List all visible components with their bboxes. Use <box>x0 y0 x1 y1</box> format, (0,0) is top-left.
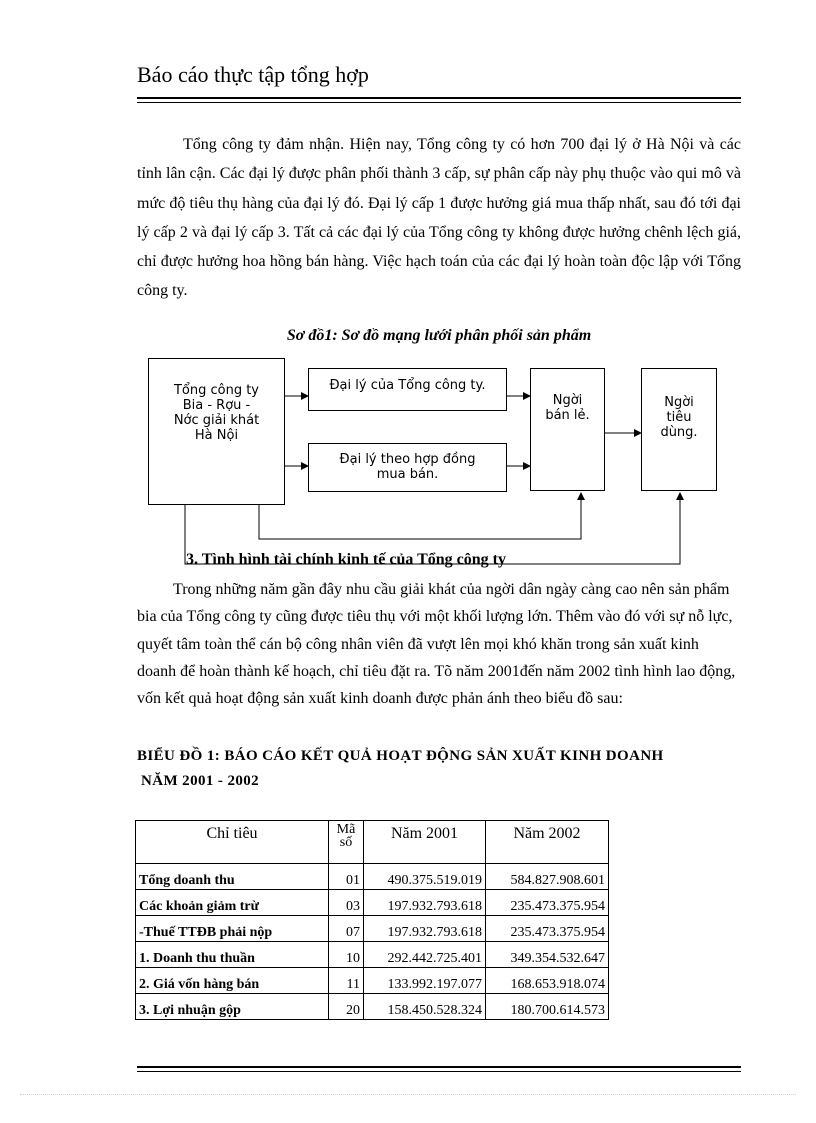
company-line-4: Hà Nội <box>194 428 239 443</box>
table-row <box>136 864 609 890</box>
row-code: 01 <box>329 864 364 890</box>
company-line-3: Nớc giải khát <box>173 413 260 428</box>
header-indicator: Chỉ tiêu <box>136 821 329 864</box>
company-line-2: Bia - Rợu - <box>182 398 251 413</box>
row-value-2001: 197.932.793.618 <box>364 890 486 916</box>
table-caption <box>137 744 741 794</box>
table-row <box>136 916 609 942</box>
row-value-2002: 235.473.375.954 <box>486 916 609 942</box>
company-line-1: Tổng công ty <box>173 383 260 398</box>
header-year-2001: Năm 2001 <box>364 821 486 864</box>
row-value-2002: 168.653.918.074 <box>486 968 609 994</box>
contract-agent-box <box>308 443 507 492</box>
row-value-2002: 349.354.532.647 <box>486 942 609 968</box>
row-label: 1. Doanh thu thuần <box>136 942 329 968</box>
row-code: 10 <box>329 942 364 968</box>
header-year-2002: Năm 2002 <box>486 821 609 864</box>
diagram-caption: Sơ đồ1: Sơ đồ mạng lưới phân phối sản phẩm <box>286 327 592 344</box>
consumer-line-2: tiêu <box>666 410 692 425</box>
row-label: Các khoản giảm trừ <box>136 890 329 916</box>
page-bottom-dotted-rule <box>20 1094 796 1095</box>
row-value-2001: 133.992.197.077 <box>364 968 486 994</box>
financial-results-table <box>135 820 609 1020</box>
table-row <box>136 968 609 994</box>
consumer-line-3: dùng. <box>660 425 698 440</box>
retailer-line-2: bán lẻ. <box>545 408 590 423</box>
table-row <box>136 942 609 968</box>
table-caption-line-1: BIỂU ĐỒ 1: BÁO CÁO KẾT QUẢ HOẠT ĐỘNG SẢN XUẤT KINH DOANH <box>137 748 664 764</box>
footer-rule-thin <box>137 1071 741 1072</box>
row-label: -Thuế TTĐB phải nộp <box>136 916 329 942</box>
retailer-line-1: Ngời <box>552 393 583 408</box>
row-value-2001: 197.932.793.618 <box>364 916 486 942</box>
row-label: 2. Giá vốn hàng bán <box>136 968 329 994</box>
section-heading: 3. Tình hình tài chính kinh tế của Tổng công ty <box>186 551 506 568</box>
contract-agent-line-1: Đại lý theo hợp đồng <box>339 452 476 467</box>
table-caption-line-2: NĂM 2001 - 2002 <box>141 773 260 789</box>
row-code: 20 <box>329 994 364 1020</box>
table-row <box>136 994 609 1020</box>
contract-agent-line-2: mua bán. <box>376 467 439 482</box>
retailer-box <box>530 368 605 491</box>
row-value-2001: 292.442.725.401 <box>364 942 486 968</box>
company-box <box>148 358 285 505</box>
row-value-2002: 235.473.375.954 <box>486 890 609 916</box>
row-value-2001: 490.375.519.019 <box>364 864 486 890</box>
row-label: 3. Lợi nhuận gộp <box>136 994 329 1020</box>
row-code: 07 <box>329 916 364 942</box>
header-rule-thin <box>137 102 741 103</box>
intro-paragraph: Tổng công ty đảm nhận. Hiện nay, Tổng công ty có hơn 700 đại lý ở Hà Nội và các tỉnh lân cận. Các đại lý được phân phối thành 3 cấp, sự phân cấp này phụ thuộc vào qui mô và mức độ tiêu thụ hàng của đại lý đó. Đại lý cấp 1 được hưởng giá mua thấp nhất, sau đó tới đại lý cấp 2 và đại lý cấp 3. Tất cả các đại lý của Tổng công ty không được hưởng chênh lệch giá, chỉ được hưởng hoa hồng bán hàng. Việc hạch toán của các đại lý hoàn toàn độc lập với Tổng công ty. <box>137 136 741 300</box>
row-code: 03 <box>329 890 364 916</box>
header-rule-thick <box>137 97 741 99</box>
consumer-box <box>641 368 717 491</box>
header-code: Mã số <box>329 821 364 864</box>
row-code: 11 <box>329 968 364 994</box>
consumer-line-1: Ngời <box>664 395 694 410</box>
page-header-title: Báo cáo thực tập tổng hợp <box>137 62 369 87</box>
own-agent-label: Đại lý của Tổng công ty. <box>329 378 486 393</box>
row-value-2002: 180.700.614.573 <box>486 994 609 1020</box>
arrow-company-direct-to-retailer <box>259 493 581 539</box>
row-label: Tổng doanh thu <box>136 864 329 890</box>
own-agent-box <box>308 368 507 411</box>
table-header-row <box>136 821 609 864</box>
finance-paragraph: Trong những năm gần đây nhu cầu giải khát của ngời dân ngày càng cao nên sản phẩm bia của Tổng công ty cũng được tiêu thụ với một khối lượng lớn. Thêm vào đó với sự nỗ lực, quyết tâm toàn thể cán bộ công nhân viên đã vượt lên mọi khó khăn trong sản xuất kinh doanh để hoàn thành kế hoạch, chỉ tiêu đặt ra. Tõ năm 2001đến năm 2002 tình hình lao động, vốn kết quả hoạt động sản xuất kinh doanh được phản ánh theo biểu đồ sau: <box>137 581 736 708</box>
row-value-2001: 158.450.528.324 <box>364 994 486 1020</box>
footer-rule-thick <box>137 1066 741 1068</box>
row-value-2002: 584.827.908.601 <box>486 864 609 890</box>
table-row <box>136 890 609 916</box>
